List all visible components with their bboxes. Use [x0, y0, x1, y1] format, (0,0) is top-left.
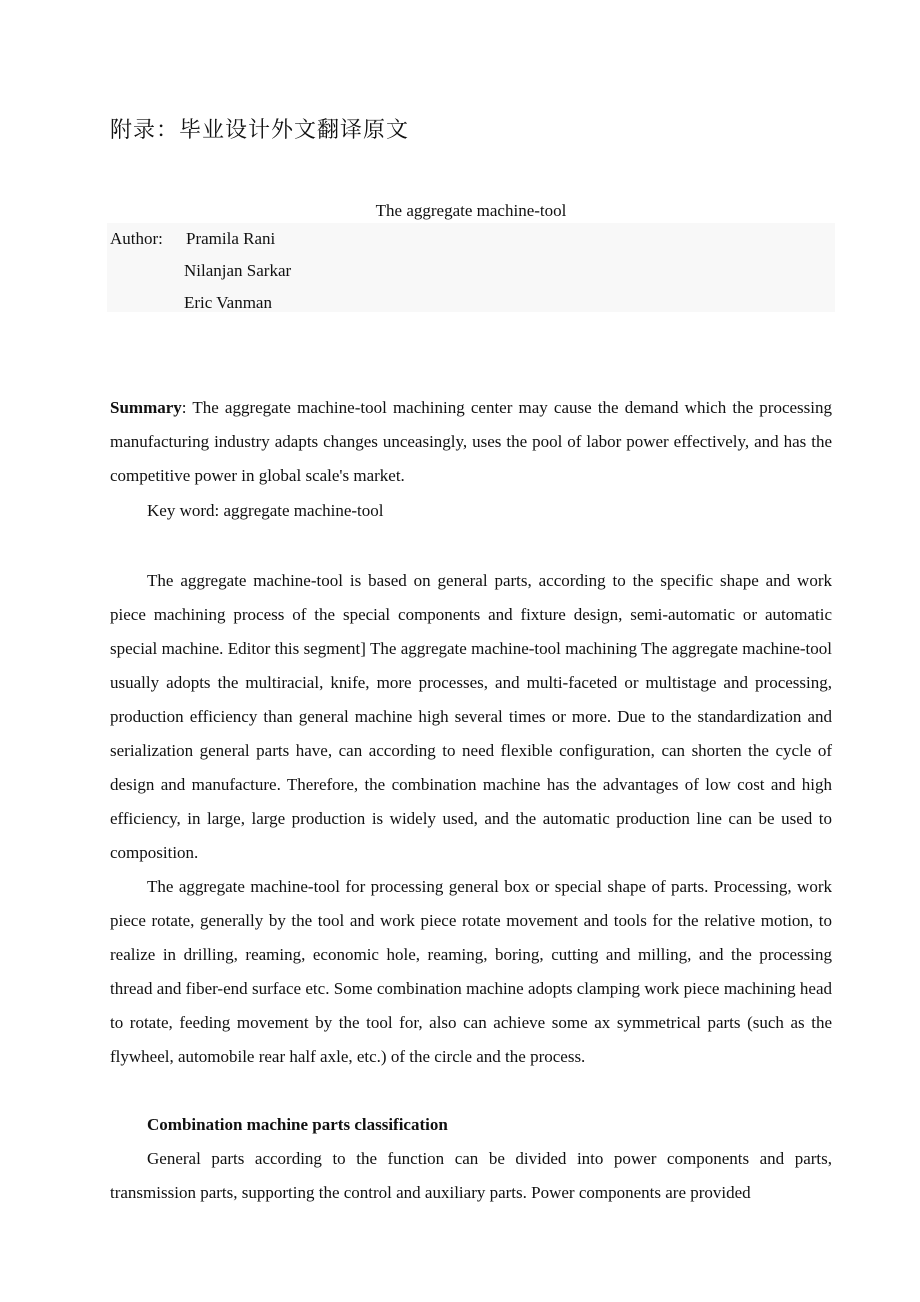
section-heading: Combination machine parts classification [147, 1115, 448, 1134]
author-name: Eric Vanman [184, 293, 272, 312]
author-block [107, 223, 835, 312]
body-paragraph: The aggregate machine-tool for processing general box or special shape of parts. Processing, work piece rotate, generally by the tool and work piece rotate movement and tools for the relative motion, to realize in drilling, reaming, economic hole, reaming, boring, cutting and milling, and the processing thread and fiber-end surface etc. Some combination machine adopts clamping work piece machining head to rotate, feeding movement by the tool for, also can achieve some ax symmetrical parts (such as the flywheel, automobile rear half axle, etc.) of the circle and the process. [110, 877, 832, 1066]
body-paragraph: The aggregate machine-tool is based on general parts, according to the specific shape and work piece machining process of the special components and fixture design, semi-automatic or automatic special machine. Editor this segment] The aggregate machine-tool machining The aggregate machine-tool usually adopts the multiracial, knife, more processes, and multi-faceted or multistage and processing, production efficiency than general machine high several times or more. Due to the standardization and serialization general parts have, can according to need flexible configuration, can shorten the cycle of design and manufacture. Therefore, the combination machine has the advantages of low cost and high efficiency, in large, large production is widely used, and the automatic production line can be used to composition. [110, 571, 832, 862]
body-paragraph: General parts according to the function can be divided into power components and parts, transmission parts, supporting the control and auxiliary parts. Power components are provided [110, 1149, 832, 1202]
summary-paragraph [110, 391, 832, 493]
keyword-line: Key word: aggregate machine-tool [147, 501, 384, 520]
summary-label: Summary [110, 398, 182, 417]
appendix-title: 附录：毕业设计外文翻译原文 [110, 118, 410, 143]
paper-title: The aggregate machine-tool [375, 201, 567, 220]
author-name: Pramila Rani [186, 229, 276, 248]
author-name: Nilanjan Sarkar [184, 261, 292, 280]
author-label: Author: [110, 229, 163, 248]
summary-text: : The aggregate machine-tool machining center may cause the demand which the processing manufacturing industry adapts changes unceasingly, uses the pool of labor power effectively, and has the competitive power in global scale's market. [110, 398, 832, 485]
